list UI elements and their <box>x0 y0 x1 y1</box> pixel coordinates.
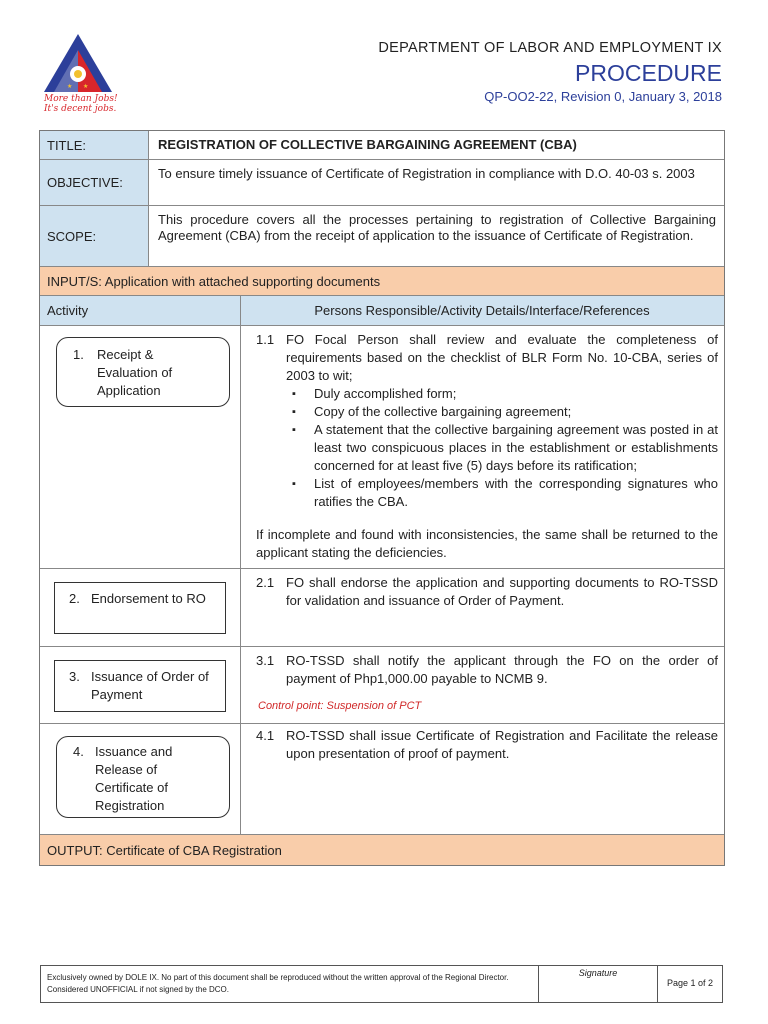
requirement-item: ▪ A statement that the collective bargaining agreement was posted in at least two conspicuous places in the establishment or establishments concerned for at least five (5) days before its ratification; <box>286 421 718 475</box>
activity-3-label: Issuance of Order of Payment <box>91 669 209 702</box>
requirement-item: ▪ Duly accomplished form; <box>286 385 718 403</box>
document-type: PROCEDURE <box>575 60 722 86</box>
step-4-1-number: 4.1 <box>256 728 275 743</box>
activity-2-number: 2. <box>69 591 80 606</box>
activity-3-box <box>54 660 226 712</box>
step-4-1 <box>256 727 718 763</box>
footer-notice: Exclusively owned by DOLE IX. No part of this document shall be reproduced without the written approval of the Regional Director. Considered UNOFFICIAL if not signed by the DCO. <box>47 973 509 994</box>
objective-value: To ensure timely issuance of Certificate of Registration in compliance with D.O. 40-03 s. 2003 <box>158 166 695 181</box>
svg-text:★: ★ <box>67 84 73 90</box>
activity-1-box <box>56 337 230 407</box>
control-point: Control point: Suspension of PCT <box>258 700 422 712</box>
output-row: OUTPUT: Certificate of CBA Registration <box>40 835 724 865</box>
activity-1-number: 1. <box>73 347 84 362</box>
footer-box <box>40 965 723 1003</box>
requirement-item: ▪ List of employees/members with the corresponding signatures who ratifies the CBA. <box>286 475 718 511</box>
step-1-note: If incomplete and found with inconsistencies, the same shall be returned to the applicant stating the deficiencies. <box>256 527 718 560</box>
step-1-1-number: 1.1 <box>256 332 275 347</box>
logo-tagline: More than Jobs! It's decent jobs. <box>44 94 118 114</box>
activity-3-number: 3. <box>69 669 80 684</box>
step-2-1-text: FO shall endorse the application and supporting documents to RO-TSSD for validation and issuance of Order of Payment. <box>286 575 718 608</box>
department-name: DEPARTMENT OF LABOR AND EMPLOYMENT IX <box>378 40 722 56</box>
step-3-1-number: 3.1 <box>256 653 275 668</box>
activity-2-label: Endorsement to RO <box>91 591 206 606</box>
requirement-item: ▪ Copy of the collective bargaining agreement; <box>286 403 718 421</box>
scope-value: This procedure covers all the processes pertaining to registration of Collective Bargaining Agreement (CBA) from the receipt of application to the issuance of Certificate of Registration. <box>158 212 716 243</box>
procedure-table <box>39 130 725 866</box>
title-label: TITLE: <box>40 131 148 159</box>
document-code: QP-OO2-22, Revision 0, January 3, 2018 <box>484 89 722 104</box>
activity-1-label: Receipt & Evaluation of Application <box>97 347 173 398</box>
signature-label: Signature <box>578 968 618 978</box>
scope-label: SCOPE: <box>40 206 148 266</box>
activity-4-label: Issuance and Release of Certificate of Registration <box>95 744 173 813</box>
dole-logo <box>40 30 130 125</box>
requirements-list <box>256 385 718 511</box>
activity-2-box <box>54 582 226 634</box>
step-3-1 <box>256 652 718 688</box>
step-1-1 <box>256 331 718 511</box>
svg-text:★: ★ <box>83 84 89 90</box>
step-4-1-text: RO-TSSD shall issue Certificate of Registration and Facilitate the release upon presentation of proof of payment. <box>286 728 718 761</box>
activity-4-number: 4. <box>73 744 84 759</box>
step-2-1 <box>256 574 718 610</box>
details-column-header: Persons Responsible/Activity Details/Interface/References <box>240 296 724 325</box>
page-number: Page 1 of 2 <box>666 978 714 988</box>
activity-column-header: Activity <box>40 296 240 325</box>
title-value: REGISTRATION OF COLLECTIVE BARGAINING AGREEMENT (CBA) <box>158 137 577 152</box>
step-3-1-text: RO-TSSD shall notify the applicant through the FO on the order of payment of Php1,000.00 payable to NCMB 9. <box>286 653 718 686</box>
step-1-1-text: FO Focal Person shall review and evaluate the completeness of requirements based on the checklist of BLR Form No. 10-CBA, series of 2003 to wit; <box>286 332 718 383</box>
inputs-row: INPUT/S: Application with attached supporting documents <box>40 267 724 295</box>
objective-label: OBJECTIVE: <box>40 160 148 205</box>
step-2-1-number: 2.1 <box>256 575 275 590</box>
activity-4-box <box>56 736 230 818</box>
